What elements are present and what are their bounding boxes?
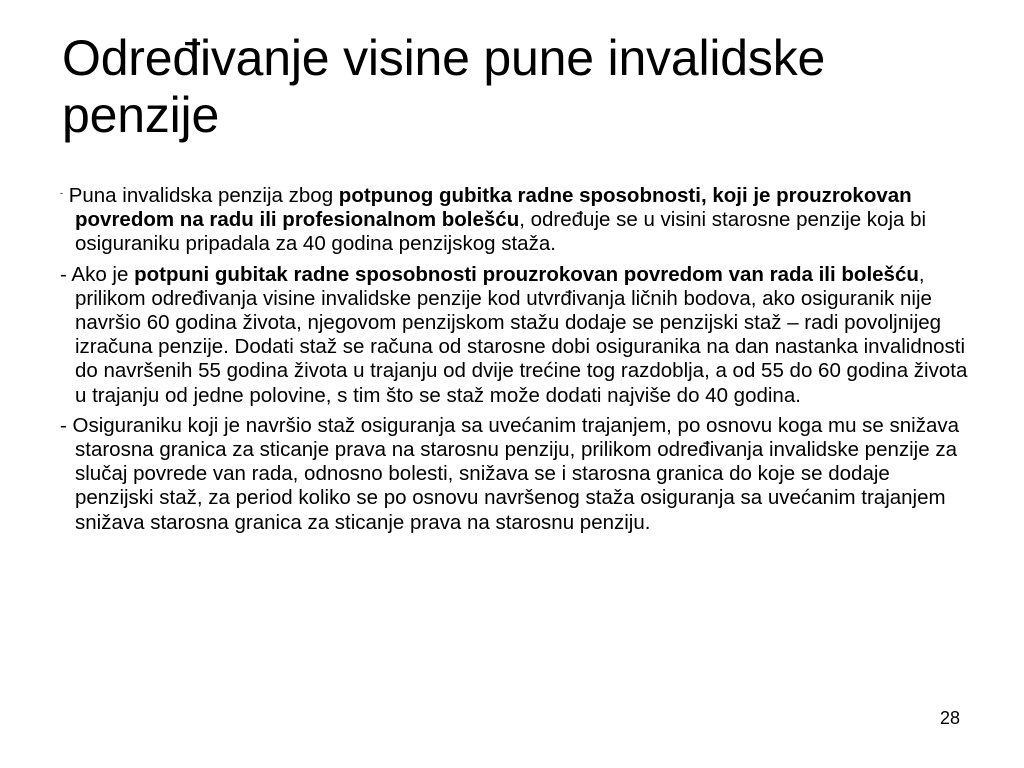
paragraph-full-disability-work-injury — [60, 181, 972, 257]
paragraph-text: , prilikom određivanja visine invalidske penzije kod utvrđivanja ličnih bodova, ako osiguranik nije navršio 60 godina života, njegovom penzijskom stažu dodaje se penzijski staž – radi povoljnijeg izračuna penzije. Dodati staž se računa od starosne dobi osiguranika na dan nastanka invalidnosti do navršenih 55 godina života u trajanju od dvije trećine tog razdoblja, a od 55 do 60 godina života u trajanju od jedne polovine, s tim što se staž može dodati najviše do 40 godina. — [75, 262, 968, 407]
paragraph-bold-text: potpuni gubitak radne sposobnosti prouzrokovan povredom van rada ili bolešću — [134, 262, 919, 286]
paragraph-full-disability-non-work-injury — [60, 263, 972, 408]
slide-title: Određivanje visine pune invalidske penzije — [62, 30, 826, 143]
paragraph-text: , određuje se u visini starosne penzije koja bi osiguraniku pripadala za 40 godina penzijskog staža. — [75, 208, 927, 256]
paragraph-bold-text: potpunog gubitka radne sposobnosti, koji je prouzrokovan povredom na radu ili profesionalnom bolešću — [75, 184, 912, 232]
paragraph-text: Ako je — [66, 262, 135, 286]
dash-bullet: - — [60, 188, 63, 198]
dash-bullet: - — [60, 262, 67, 286]
page-number: 28 — [940, 708, 961, 728]
slide-body — [60, 181, 972, 541]
paragraph-text: Osiguraniku koji je navršio staž osiguranja sa uvećanim trajanjem, po osnovu koga mu se snižava starosna granica za sticanje prava na starosnu penziju, prilikom određivanja invalidske penzije za slučaj povrede van rada, odnosno bolesti, snižava se i starosna granica do koje se dodaje penzijski staž, za period koliko se po osnovu navršenog staža osiguranja sa uvećanim trajanjem snižava starosna granica za sticanje prava na starosnu penziju. — [66, 413, 960, 534]
dash-bullet: - — [60, 413, 67, 437]
paragraph-increased-duration-insurance — [60, 414, 972, 535]
paragraph-text: Puna invalidska penzija zbog — [63, 184, 339, 207]
